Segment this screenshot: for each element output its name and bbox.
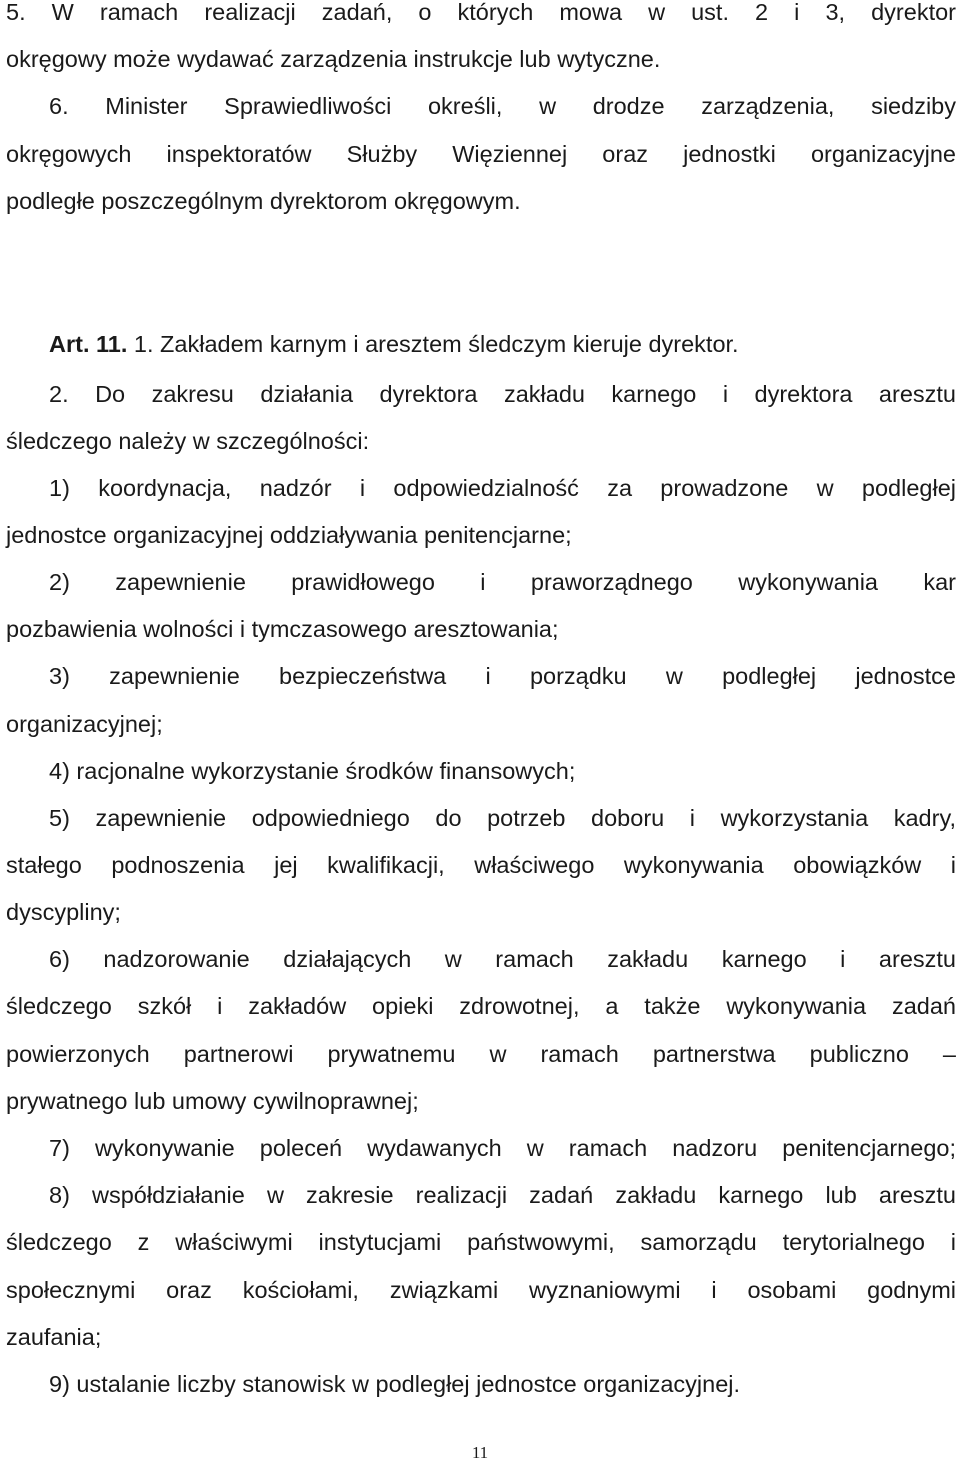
text-line: podległe poszczególnym dyrektorom okręgowym. [6,188,521,214]
text-line: 5. W ramach realizacji zadań, o których mowa w ust. 2 i 3, dyrektor [6,0,956,25]
list-item: 1) koordynacja, nadzór i odpowiedzialność za prowadzone w podległej [49,475,956,501]
list-item: 9) ustalanie liczby stanowisk w podległej jednostce organizacyjnej. [49,1371,741,1397]
page-number: 11 [471,1443,489,1462]
text-line: okręgowy może wydawać zarządzenia instrukcje lub wytyczne. [6,46,661,72]
list-item: 5) zapewnienie odpowiedniego do potrzeb doboru i wykorzystania kadry, [49,805,956,831]
text-line: 2. Do zakresu działania dyrektora zakładu karnego i dyrektora aresztu [49,381,956,407]
article-line [49,330,956,358]
list-item: 7) wykonywanie poleceń wydawanych w ramach nadzoru penitencjarnego; [49,1135,956,1161]
list-item: 8) współdziałanie w zakresie realizacji zadań zakładu karnego lub aresztu [49,1182,956,1208]
text-line: pozbawienia wolności i tymczasowego aresztowania; [6,616,559,642]
article-paragraph-number: 1. [133,331,154,357]
text-line: prywatnego lub umowy cywilnoprawnej; [6,1088,419,1114]
text-line: zaufania; [6,1324,102,1350]
text-line: stałego podnoszenia jej kwalifikacji, właściwego wykonywania obowiązków i [6,852,956,878]
text-line: śledczego szkół i zakładów opieki zdrowotnej, a także wykonywania zadań [6,993,956,1019]
text-line: 6. Minister Sprawiedliwości określi, w drodze zarządzenia, siedziby [49,93,956,119]
text-line: okręgowych inspektoratów Służby Więziennej oraz jednostki organizacyjne [6,141,956,167]
text-line: śledczego należy w szczególności: [6,428,370,454]
text-line: śledczego z właściwymi instytucjami państwowymi, samorządu terytorialnego i [6,1229,956,1255]
text-line: dyscypliny; [6,899,121,925]
text-line: społecznymi oraz kościołami, związkami wyznaniowymi i osobami godnymi [6,1277,956,1303]
text-line: organizacyjnej; [6,711,163,737]
list-item: 3) zapewnienie bezpieczeństwa i porządku w podległej jednostce [49,663,956,689]
list-item: 2) zapewnienie prawidłowego i praworządnego wykonywania kar [49,569,956,595]
list-item: 6) nadzorowanie działających w ramach zakładu karnego i aresztu [49,946,956,972]
text-line: jednostce organizacyjnej oddziaływania penitencjarne; [6,522,572,548]
article-text: Zakładem karnym i aresztem śledczym kieruje dyrektor. [160,331,739,357]
text-line: powierzonych partnerowi prywatnemu w ramach partnerstwa publiczno – [6,1041,956,1067]
article-heading: Art. 11. [49,331,128,357]
list-item: 4) racjonalne wykorzystanie środków finansowych; [49,758,576,784]
